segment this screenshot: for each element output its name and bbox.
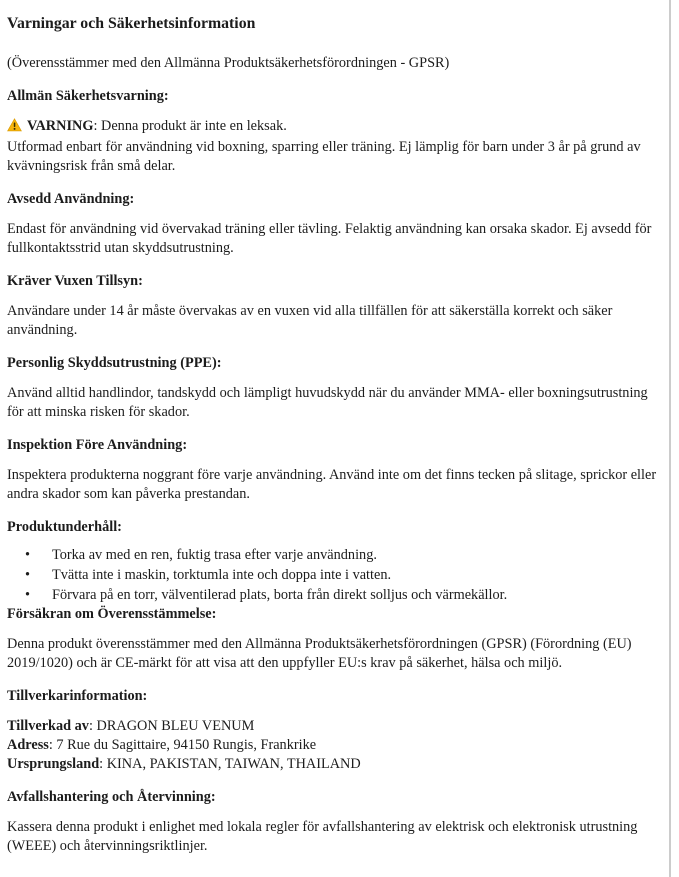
warning-line [7, 118, 287, 134]
list-item [7, 545, 657, 565]
general-warning-body: Utformad enbart för användning vid boxning, sparring eller träning. Ej lämplig för barn under 3 år på grund av kvävningsrisk från små delar. [7, 139, 641, 174]
section-heading-intended-use: Avsedd Användning: [7, 191, 135, 207]
maintenance-bullet-text: Tvätta inte i maskin, torktumla inte och doppa inte i vatten. [52, 567, 392, 583]
list-item [7, 585, 657, 605]
manufacturer-row [7, 736, 657, 755]
manufacturer-value: : KINA, PAKISTAN, TAIWAN, THAILAND [99, 756, 361, 772]
right-edge-divider [669, 0, 671, 877]
list-item [7, 565, 657, 585]
bullet-icon: • [25, 587, 31, 603]
adult-supervision-body: Användare under 14 år måste övervakas av en vuxen vid alla tillfällen för att säkerställa korrekt och säker användning. [7, 303, 613, 338]
section-heading-manufacturer: Tillverkarinformation: [7, 688, 148, 704]
section-heading-disposal: Avfallshantering och Återvinning: [7, 789, 216, 805]
section-heading-conformity: Försäkran om Överensstämmelse: [7, 606, 217, 622]
manufacturer-label: Ursprungsland [7, 756, 100, 772]
maintenance-bullet-text: Torka av med en ren, fuktig trasa efter varje användning. [52, 547, 377, 563]
bullet-icon: • [25, 567, 31, 583]
warning-paragraph [7, 117, 657, 176]
section-heading-adult-supervision: Kräver Vuxen Tillsyn: [7, 273, 143, 289]
warning-label: VARNING [27, 118, 94, 134]
manufacturer-label: Tillverkad av [7, 718, 89, 734]
warning-triangle-icon [7, 118, 22, 138]
gpsr-subtitle: (Överensstämmer med den Allmänna Produktsäkerhetsförordningen - GPSR) [7, 55, 450, 71]
inspection-body: Inspektera produkterna noggrant före varje användning. Använd inte om det finns tecken på slitage, sprickor eller andra skador som kan påverka prestandan. [7, 467, 657, 502]
bullet-icon: • [25, 547, 31, 563]
manufacturer-row [7, 717, 657, 736]
conformity-body: Denna produkt överensstämmer med den Allmänna Produktsäkerhetsförordningen (GPSR) (Förordning (EU) 2019/1020) och är CE-märkt för att visa att den uppfyller EU:s krav på säkerhet, hälsa och miljö. [7, 636, 632, 671]
section-heading-general-warning: Allmän Säkerhetsvarning: [7, 88, 169, 104]
manufacturer-label: Adress [7, 737, 49, 753]
page-title: Varningar och Säkerhetsinformation [7, 15, 256, 32]
manufacturer-value: : 7 Rue du Sagittaire, 94150 Rungis, Frankrike [48, 737, 317, 753]
section-heading-ppe: Personlig Skyddsutrustning (PPE): [7, 355, 222, 371]
maintenance-list [7, 545, 657, 605]
ppe-body: Använd alltid handlindor, tandskydd och lämpligt huvudskydd när du använder MMA- eller boxningsutrustning för att minska risken för skador. [7, 385, 648, 420]
maintenance-bullet-text: Förvara på en torr, välventilerad plats, borta från direkt solljus och värmekällor. [52, 587, 508, 603]
section-heading-maintenance: Produktunderhåll: [7, 519, 122, 535]
manufacturer-row [7, 755, 657, 774]
warning-text: : Denna produkt är inte en leksak. [93, 118, 287, 134]
manufacturer-rows [7, 717, 657, 774]
manufacturer-value: : DRAGON BLEU VENUM [88, 718, 255, 734]
intended-use-body: Endast för användning vid övervakad träning eller tävling. Felaktig användning kan orsaka skador. Ej avsedd för fullkontaktsstrid utan skyddsutrustning. [7, 221, 652, 256]
section-heading-inspection: Inspektion Före Användning: [7, 437, 188, 453]
disposal-body: Kassera denna produkt i enlighet med lokala regler för avfallshantering av elektrisk och elektronisk utrustning (WEEE) och återvinningsriktlinjer. [7, 819, 638, 854]
